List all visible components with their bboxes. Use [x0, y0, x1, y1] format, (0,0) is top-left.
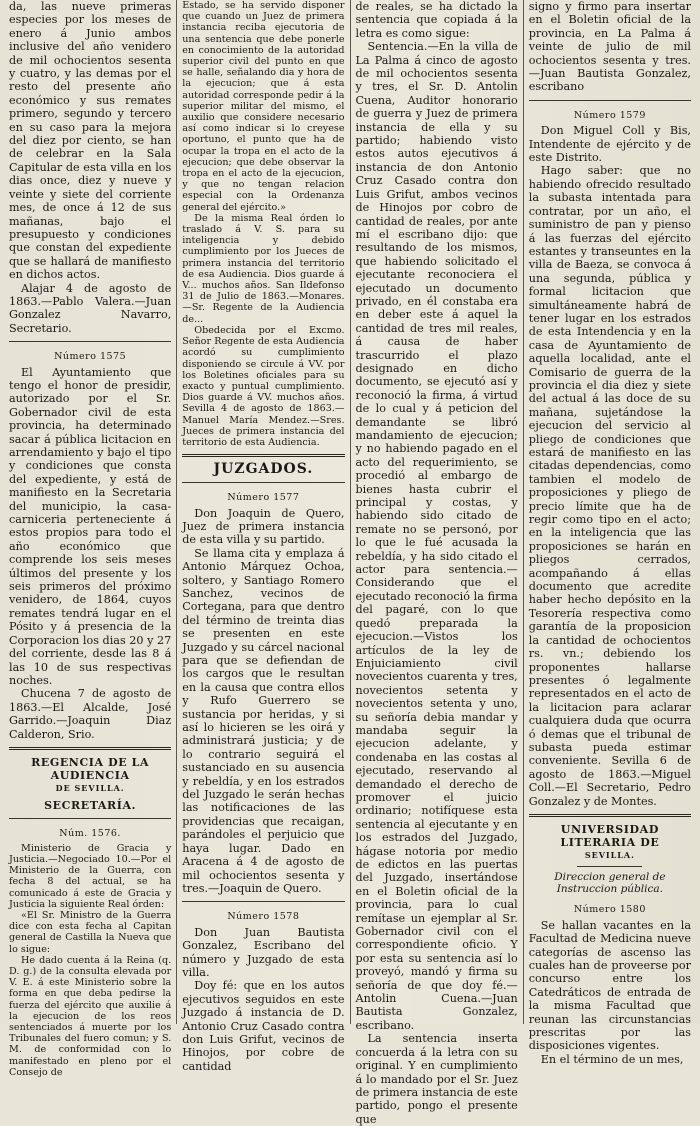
paragraph: Don Juan Bautista Gonzalez, Escribano del número y Juzgado de esta villa.	[182, 925, 345, 979]
divider	[529, 814, 691, 817]
paragraph: Doy fé: que en los autos ejecutivos seguidos en este Juzgado á instancia de D. Antonio Cruz Casado contra don Luis Grifut, vecinos de Hinojos, por cobre de cantidad	[182, 979, 345, 1073]
section-heading: REGENCIA DE LA AUDIENCIA	[31, 755, 150, 782]
paragraph: Sentencia.—En la villa de La Palma á cinco de agosto de mil ochocientos sesenta y tres, el Sr. D. Antolin Cuena, Auditor honorario de guerra y Juez de primera instancia de ella y su partido; habiendo visto estos autos ejecutivos á instancia de don Antonio Cruz Casado contra don Luis Grifut, ambos vecinos de Hinojos por cobro de cantidad de reales, por ante mí el escribano dijo: que resultando de los mismos, que habiendo solicitado el ejecutante reconociera el ejecutado un documento privado, en él constaba era en deber este á aquel la cantidad de tres mil reales, á causa de haber trascurrido el plazo designado en dicho documento, se ejecutó así y reconoció la firma, á virtud de lo cual y á peticion del demandante se libró mandamiento de ejecucion; y no habiendo pagado en el acto del requerimiento, se procedió al embargo de bienes hasta cubrir el principal y costas, y habiendo sido citado de remate no se personó, por lo que le fué acusada la rebeldía, y ha sido citado el actor para sentencia.—Considerando que el ejecutado reconoció la firma del pagaré, con lo que quedó preparada la ejecucion.—Vistos los artículos de la ley de Enjuiciamiento civil novecientos cuarenta y tres, novecientos setenta y novecientos setenta y uno, su señoría debia mandar y mandaba seguir la ejecucion adelante, y condenaba en las costas al ejecutado, reservando al demandado el derecho de promover el juicio ordinario; notifíquese esta sentencia al ejecutante y en los estrados del Juzgado, hágase notoria por medio de edictos en las puertas del Juzgado, insertándose en el Boletin oficial de la provincia, para lo cual remítase un ejemplar al Sr. Gobernador civil con el correspondiente oficio. Y por esta su sentencia así lo proveyó, mandó y firma su señoría de que doy fé.—Antolin Cuena.—Juan Bautista Gonzalez, escribano.	[355, 40, 518, 1032]
notice-number: Número 1575	[54, 351, 127, 363]
section-subheading: DE SEVILLA.	[55, 782, 125, 793]
notice-number: Número 1577	[227, 492, 300, 504]
divider	[9, 747, 171, 750]
column-4	[523, 0, 696, 1066]
section-heading: SECRETARÍA.	[44, 799, 137, 813]
divider	[9, 818, 171, 819]
column-1	[4, 0, 176, 1078]
divider	[529, 100, 691, 101]
paragraph: Se llama cita y emplaza á Antonio Márquez Ochoa, soltero, y Santiago Romero Sanchez, vecinos de Cortegana, para que dentro del término de treinta dias se presenten en este Juzgado y su cárcel nacional para que se defiendan de los cargos que le resultan en la causa que contra ellos y Rufo Guerrero se sustancia por heridas, y si así lo hicieren se les oirá y administrará justicia; y de lo contrario seguirá el sustanciado en su ausencia y rebeldía, y en los estrados del Juzgado le serán hechas las notificaciones de las providencias que recaigan, parándoles el perjuicio que haya lugar. Dado en Aracena á 4 de agosto de mil ochocientos sesenta y tres.—Joaquin de Quero.	[182, 546, 345, 895]
section-subheading: SEVILLA.	[584, 849, 635, 860]
paragraph: «El Sr. Ministro de la Guerra dice con esta fecha al Capitan general de Castilla la Nueva que lo sigue:	[9, 909, 172, 955]
divider	[182, 482, 344, 483]
signature-line: Chucena 7 de agosto de 1863.—El Alcalde, José Garrido.—Joaquin Diaz Calderon, Srio.	[9, 687, 172, 741]
paragraph: Se hallan vacantes en la Facultad de Medicina nueve categorías de ascenso las cuales han de proveerse por concurso entre los Catedráticos de entrada de la misma Facultad que reunan las circunstancias prescritas por las disposiciones vigentes.	[528, 918, 691, 1053]
paragraph: Obedecida por el Excmo. Señor Regente de esta Audiencia acordó su cumplimiento disponiendo se circule á VV. por los Boletines oficiales para su exacto y puntual cumplimiento. Dios guarde á VV. muchos años. Sevilla 4 de agosto de 1863.—Manuel María Mendez.—Sres. Jueces de primera instancia del territorio de esta Audiencia.	[182, 324, 345, 448]
section-heading: UNIVERSIDAD LITERARIA DE	[560, 822, 660, 849]
paragraph: Don Joaquin de Quero, Juez de primera instancia de esta villa y su partido.	[182, 506, 345, 547]
paragraph: El Ayuntamiento que tengo el honor de presidir, autorizado por el Sr. Gobernador civil de esta provincia, ha determinado sacar á pública licitacion en arrendamiento y bajo el tipo y condiciones que consta del expediente, y está de manifiesto en la Secretaria del municipio, la casa-carniceria perteneciente á estos propios para todo el año económico que comprende los seis meses últimos del presente y los seis primeros del próximo venidero, de 1864, cuyos remates tendrá lugar en el Pósito y á presencia de la Corporacion los dias 20 y 27 del corriente, desde las 8 á las 10 de sus respectivas noches.	[9, 365, 172, 687]
divider	[182, 454, 344, 457]
paragraph: La sentencia inserta concuerda á la letra con su original. Y en cumplimiento á lo mandado por el Sr. Juez de primera instancia de este partido, pongo el presente que	[355, 1032, 518, 1126]
paragraph: Don Miguel Coll y Bis, Intendente de ejército y de este Distrito.	[528, 124, 691, 165]
section-subtitle: Direccion general de Instruccion pública.	[554, 871, 666, 896]
divider	[577, 866, 642, 867]
notice-number: Núm. 1576.	[59, 828, 121, 840]
paragraph: En el término de un mes,	[540, 1052, 684, 1066]
section-heading: JUZGADOS.	[213, 461, 314, 478]
column-3	[350, 0, 523, 1126]
paragraph: de reales, se ha dictado la sentencia que copiada á la letra es como sigue:	[355, 0, 518, 40]
paragraph: Hago saber: que no habiendo ofrecido resultado la subasta intentada para contratar, por un año, el suministro de pan y pienso á las fuerzas del ejército estantes y transeuntes en la villa de Baeza, se convoca á una segunda, pública y formal licitacion que simultáneamente habrá de tener lugar en los estrados de esta Intendencia y en la casa de Ayuntamiento de aquella localidad, ante el Comisario de guerra de la provincia el dia diez y siete del actual á las doce de su mañana, sujetándose la ejecucion del servicio al pliego de condiciones que estará de manifiesto en las citadas dependencias, como tambien el modelo de proposiciones y pliego de precio límite que ha de regir como tipo en el acto; en la inteligencia que las proposiciones se harán en pliegos cerrados, acompañando á ellas documento que acredite haber hecho depósito en la Tesorería respectiva como garantía de la proposicion la cantidad de ochocientos rs. vn.; debiendo los proponentes hallarse presentes ó legalmente representados en el acto de la licitacion para aclarar cualquiera duda que ocurra ó demas que el tribunal de subasta pueda estimar conveniente. Sevilla 6 de agosto de 1863.—Miguel Coll.—El Secretario, Pedro Gonzalez y de Montes.	[528, 164, 691, 808]
divider	[9, 341, 171, 342]
paragraph: Estado, se ha servido disponer que cuando un Juez de primera instancia reciba ejecutoria de una sentencia que debe ponerle en conocimiento de la autoridad superior civil del punto en que se halle, señalando dia y hora de la ejecucion; que á esta autoridad corresponde pedir á la superior militar del mismo, el auxilio que considere necesario así como indicar si lo creyese oportuno, el punto que ha de ocupar la tropa en el acto de la ejecucion; que debe observar la tropa en el acto de la ejecucion, y que no tengan relacion especial con la Ordenanza general del ejército.»	[182, 0, 345, 213]
paragraph: He dado cuenta á la Reina (q. D. g.) de la consulta elevada por V. E. á este Ministerio sobre la forma en que deba pedirse la fuerza del ejército que auxilie á la ejecucion de los reos sentenciados á muerte por los Tribunales del fuero comun; y S. M. de conformidad con lo manifestado en pleno por el Consejo de	[9, 954, 172, 1078]
paragraph: signo y firmo para insertar en el Boletin oficial de la provincia, en La Palma á veinte de julio de mil ochocientos sesenta y tres.—Juan Bautista Gonzalez, escribano	[528, 0, 691, 94]
notice-number: Número 1578	[227, 911, 300, 923]
divider	[182, 901, 344, 902]
signature-line: Alajar 4 de agosto de 1863.—Pablo Valera.—Juan Gonzalez Navarro, Secretario.	[9, 281, 172, 335]
paragraph: Ministerio de Gracia y Justicia.—Negociado 10.—Por el Ministerio de la Guerra, con fecha 8 del actual, se ha comunicado á este de Gracia y Justicia la siguiente Real órden:	[9, 842, 172, 910]
notice-number: Número 1580	[573, 904, 646, 916]
paragraph: De la misma Real órden lo traslado á V. S. para su inteligencia y debido cumplimiento por los Jueces de primera instancia del territorio de esa Audiencia. Dios guarde á V... muchos años. San Ildefonso 31 de Julio de 1863.—Monares.—Sr. Regente de la Audiencia de...	[182, 212, 345, 325]
column-2	[176, 0, 349, 1073]
notice-number: Número 1579	[573, 109, 646, 121]
paragraph: da, las nueve primeras especies por los meses de enero á Junio ambos inclusive del año venidero de mil ochocientos sesenta y cuatro, y las demas por el resto del presente año económico y sus remates primero, segundo y tercero en su caso para la mejora del diez por ciento, se han de celebrar en la Sala Capitular de esta villa en los dias once, diez y nueve y veinte y siete del corriente mes, de once á 12 de sus mañanas, bajo el presupuesto y condiciones que constan del expediente que se hallará de manifiesto en dichos actos.	[9, 0, 172, 282]
